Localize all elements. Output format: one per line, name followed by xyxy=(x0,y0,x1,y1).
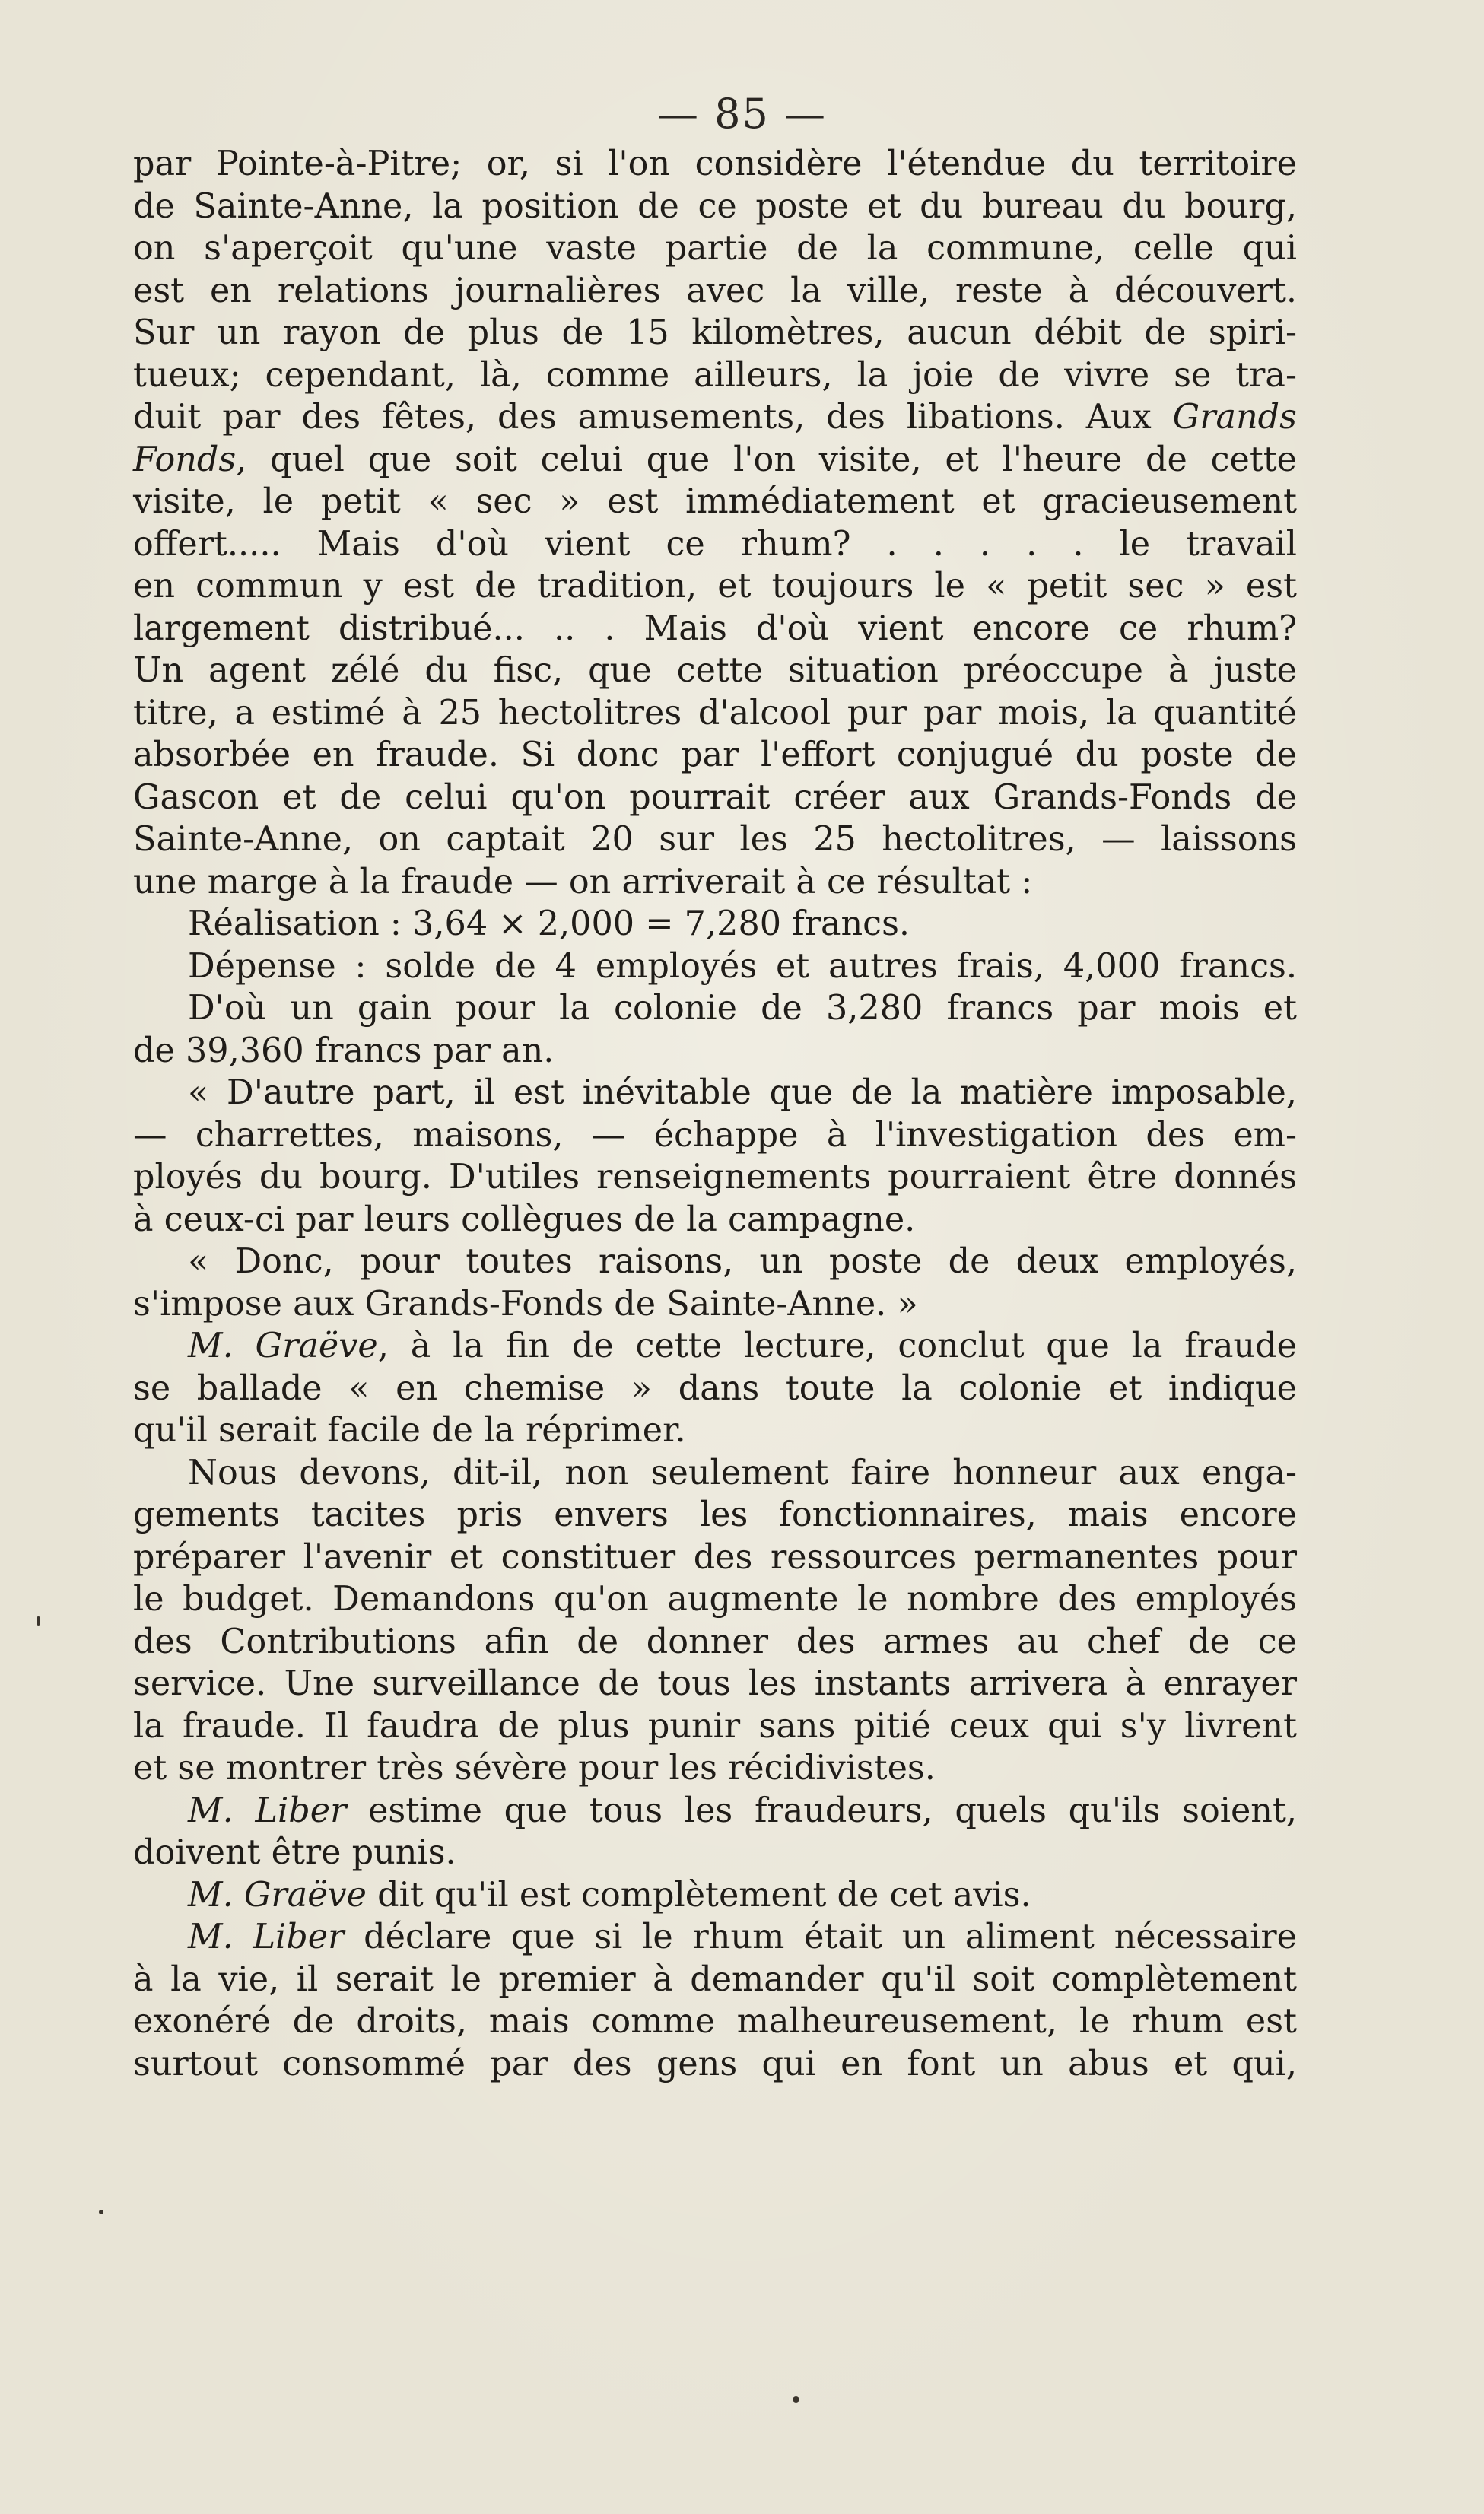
text-line: M. Graëve dit qu'il est complètement de cet avis. xyxy=(188,1875,1031,1915)
body-text xyxy=(133,143,1297,2085)
text-line: Réalisation : 3,64 × 2,000 = 7,280 francs. xyxy=(188,904,910,943)
text-line: titre, a estimé à 25 hectolitres d'alcool pur par mois, la quantité xyxy=(133,693,1297,733)
text-line: largement distribué... .. . Mais d'où vient encore ce rhum? xyxy=(133,609,1297,648)
text-line: service. Une surveillance de tous les instants arrivera à enrayer xyxy=(133,1664,1297,1703)
text-line: s'impose aux Grands-Fonds de Sainte-Anne. » xyxy=(133,1284,918,1324)
text-line: à ceux-ci par leurs collègues de la campagne. xyxy=(133,1200,916,1239)
text-line: offert..... Mais d'où vient ce rhum? . . . . . le travail xyxy=(133,524,1297,564)
text-line: des Contributions afin de donner des armes au chef de ce xyxy=(133,1622,1297,1661)
page-number: — 85 — xyxy=(656,90,828,138)
text-line: exonéré de droits, mais comme malheureusement, le rhum est xyxy=(133,2002,1297,2041)
text-line: à la vie, il serait le premier à demander qu'il soit complètement xyxy=(133,1959,1297,1999)
text-line: qu'il serait facile de la réprimer. xyxy=(133,1411,686,1450)
text-line: Sainte-Anne, on captait 20 sur les 25 hectolitres, — laissons xyxy=(133,820,1297,859)
text-line: on s'aperçoit qu'une vaste partie de la commune, celle qui xyxy=(133,229,1297,268)
text-line: — charrettes, maisons, — échappe à l'investigation des em- xyxy=(133,1115,1297,1155)
text-line: Dépense : solde de 4 employés et autres frais, 4,000 francs. xyxy=(188,946,1297,986)
text-line: Gascon et de celui qu'on pourrait créer aux Grands-Fonds de xyxy=(133,777,1297,817)
text-line: surtout consommé par des gens qui en font un abus et qui, xyxy=(133,2044,1297,2083)
text-line: absorbée en fraude. Si donc par l'effort conjugué du poste de xyxy=(133,736,1297,774)
text-line: Nous devons, dit-il, non seulement faire honneur aux enga- xyxy=(188,1453,1297,1492)
text-line: une marge à la fraude — on arriverait à ce résultat : xyxy=(133,862,1033,901)
text-line: tueux; cependant, là, comme ailleurs, la joie de vivre se tra- xyxy=(133,355,1297,395)
text-line: par Pointe-à-Pitre; or, si l'on considère l'étendue du territoire xyxy=(133,145,1297,183)
text-line: est en relations journalières avec la ville, reste à découvert. xyxy=(133,271,1297,310)
text-line: Sur un rayon de plus de 15 kilomètres, aucun débit de spiri- xyxy=(133,313,1297,352)
text-line: duit par des fêtes, des amusements, des libations. Aux Grands xyxy=(133,398,1297,437)
text-line: ployés du bourg. D'utiles renseignements pourraient être donnés xyxy=(133,1158,1297,1197)
text-line: « D'autre part, il est inévitable que de la matière imposable, xyxy=(188,1073,1297,1112)
text-line: Un agent zélé du fisc, que cette situation préoccupe à juste xyxy=(133,651,1297,690)
text-line: Fonds, quel que soit celui que l'on visite, et l'heure de cette xyxy=(133,440,1297,479)
text-line: M. Graëve, à la fin de cette lecture, conclut que la fraude xyxy=(188,1327,1297,1365)
text-line: de 39,360 francs par an. xyxy=(133,1031,555,1070)
text-line: doivent être punis. xyxy=(133,1833,456,1872)
text-line: et se montrer très sévère pour les récidivistes. xyxy=(133,1749,936,1788)
text-line: M. Liber estime que tous les fraudeurs, quels qu'ils soient, xyxy=(188,1791,1297,1830)
text-line: M. Liber déclare que si le rhum était un aliment nécessaire xyxy=(188,1918,1298,1956)
text-line: visite, le petit « sec » est immédiatement et gracieusement xyxy=(133,482,1297,521)
text-line: préparer l'avenir et constituer des ressources permanentes pour xyxy=(133,1537,1297,1577)
text-line: la fraude. Il faudra de plus punir sans pitié ceux qui s'y livrent xyxy=(133,1706,1297,1746)
text-line: de Sainte-Anne, la position de ce poste et du bureau du bourg, xyxy=(133,186,1297,226)
text-line: le budget. Demandons qu'on augmente le nombre des employés xyxy=(133,1580,1297,1619)
text-line: se ballade « en chemise » dans toute la colonie et indique xyxy=(133,1368,1297,1408)
scan-speck xyxy=(99,2210,103,2214)
text-line: en commun y est de tradition, et toujours le « petit sec » est xyxy=(133,567,1297,605)
text-line: D'où un gain pour la colonie de 3,280 francs par mois et xyxy=(188,989,1297,1028)
text-line: gements tacites pris envers les fonctionnaires, mais encore xyxy=(133,1495,1297,1534)
scan-speck xyxy=(793,2396,799,2403)
scan-speck xyxy=(37,1616,40,1626)
text-line: « Donc, pour toutes raisons, un poste de deux employés, xyxy=(188,1242,1297,1281)
